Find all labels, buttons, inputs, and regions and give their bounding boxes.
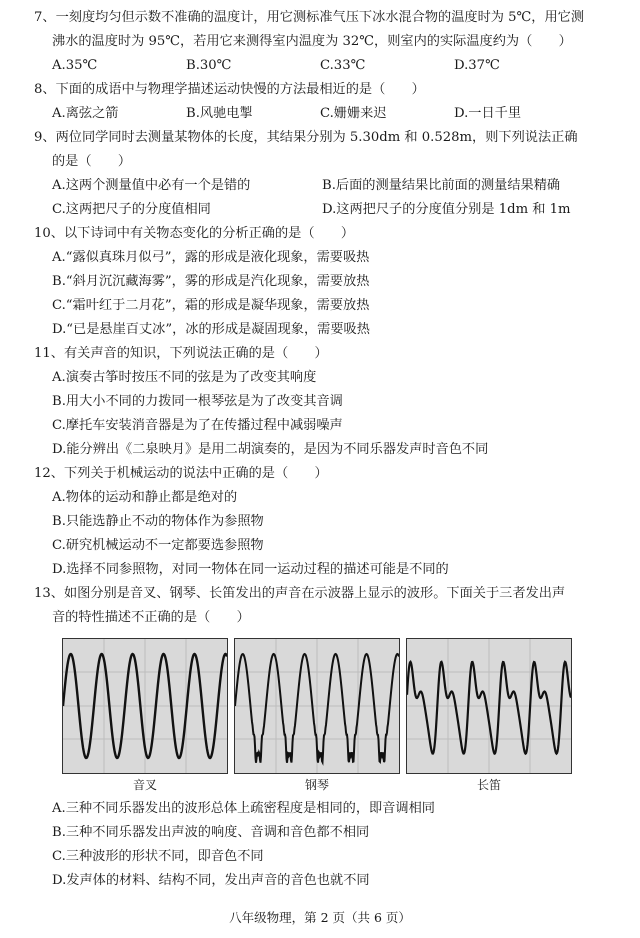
choice-b: B.后面的测量结果比前面的测量结果精确 (322, 178, 561, 193)
question-12 (34, 462, 630, 582)
figure-flute (406, 638, 572, 795)
choice-b: B.用大小不同的力拨同一根琴弦是为了改变其音调 (52, 394, 343, 409)
choices (34, 102, 630, 126)
question-text: 12、下列关于机械运动的说法中正确的是（ ） (34, 466, 328, 481)
choice-a: A.演奏古筝时按压不同的弦是为了改变其响度 (52, 370, 317, 385)
oscilloscope-screen (62, 638, 228, 774)
flute-waveform (407, 639, 571, 773)
exam-page (34, 6, 630, 893)
choice-b: B.30℃ (186, 58, 232, 73)
choice-c: C.“霜叶红于二月花”，霜的形成是凝华现象，需要放热 (52, 298, 370, 313)
choice-c: C.摩托车安装消音器是为了在传播过程中减弱噪声 (52, 418, 343, 433)
question-9 (34, 126, 630, 222)
choice-b: B.只能选静止不动的物体作为参照物 (52, 514, 264, 529)
choice-d: D.选择不同参照物，对同一物体在同一运动过程的描述可能是不同的 (52, 562, 449, 577)
question-10 (34, 222, 630, 342)
choice-b: B.三种不同乐器发出声波的响度、音调和音色都不相同 (52, 825, 370, 840)
question-text: 沸水的温度时为 95℃，若用它来测得室内温度为 32℃，则室内的实际温度约为（ ） (52, 34, 572, 49)
choice-c: C.姗姗来迟 (320, 106, 387, 121)
figure-caption: 音叉 (132, 778, 157, 792)
question-text: 13、如图分别是音叉、钢琴、长笛发出的声音在示波器上显示的波形。下面关于三者发出声 (34, 586, 566, 601)
choices (34, 54, 630, 78)
choice-a: A.“露似真珠月似弓”，露的形成是液化现象，需要吸热 (52, 250, 370, 265)
question-text: 7、一刻度均匀但示数不准确的温度计，用它测标准气压下冰水混合物的温度时为 5℃，用它测 (34, 10, 585, 25)
choice-c: C.研究机械运动不一定都要选参照物 (52, 538, 264, 553)
choices (34, 198, 630, 222)
figure-caption: 长笛 (476, 778, 501, 792)
choice-a: A.三种不同乐器发出的波形总体上疏密程度是相同的，即音调相同 (52, 801, 435, 816)
question-7 (34, 6, 630, 78)
tuning-fork-waveform (63, 639, 227, 773)
oscilloscope-screen (406, 638, 572, 774)
question-13 (34, 582, 630, 893)
question-text: 10、以下诗词中有关物态变化的分析正确的是（ ） (34, 226, 355, 241)
choice-a: A.这两个测量值中必有一个是错的 (52, 178, 251, 193)
choices (34, 174, 630, 198)
choice-d: D.“已是悬崖百丈冰”，冰的形成是凝固现象，需要吸热 (52, 322, 370, 337)
question-text: 8、下面的成语中与物理学描述运动快慢的方法最相近的是（ ） (34, 82, 425, 97)
question-text: 的是（ ） (52, 154, 132, 169)
choice-d: D.能分辨出《二泉映月》是用二胡演奏的，是因为不同乐器发声时音色不同 (52, 442, 489, 457)
choice-a: A.物体的运动和静止都是绝对的 (52, 490, 238, 505)
figure-tuning-fork (62, 638, 228, 795)
choice-c: C.这两把尺子的分度值相同 (52, 202, 211, 217)
figure-caption: 钢琴 (304, 778, 329, 792)
choice-d: D.一日千里 (454, 106, 522, 121)
question-8 (34, 78, 630, 126)
choice-d: D.发声体的材料、结构不同，发出声音的音色也就不同 (52, 873, 370, 888)
question-text: 音的特性描述不正确的是（ ） (52, 610, 250, 625)
oscilloscope-screen (234, 638, 400, 774)
choice-b: B.“斜月沉沉藏海雾”，雾的形成是汽化现象，需要放热 (52, 274, 370, 289)
choice-b: B.风驰电掣 (186, 106, 253, 121)
page-footer: 八年级物理，第 2 页（共 6 页） (229, 910, 411, 925)
choice-a: A.离弦之箭 (52, 106, 119, 121)
choice-a: A.35℃ (52, 58, 98, 73)
choice-c: C.33℃ (320, 58, 366, 73)
question-text: 9、两位同学同时去测量某物体的长度，其结果分别为 5.30dm 和 0.528m，则下列说法正确 (34, 130, 578, 145)
question-text: 11、有关声音的知识，下列说法正确的是（ ） (34, 346, 328, 361)
figure-piano (234, 638, 400, 795)
choice-d: D.这两把尺子的分度值分别是 1dm 和 1m (322, 202, 571, 217)
choice-d: D.37℃ (454, 58, 500, 73)
choice-c: C.三种波形的形状不同，即音色不同 (52, 849, 264, 864)
waveform-figures (62, 638, 630, 795)
question-11 (34, 342, 630, 462)
piano-waveform (235, 639, 399, 773)
